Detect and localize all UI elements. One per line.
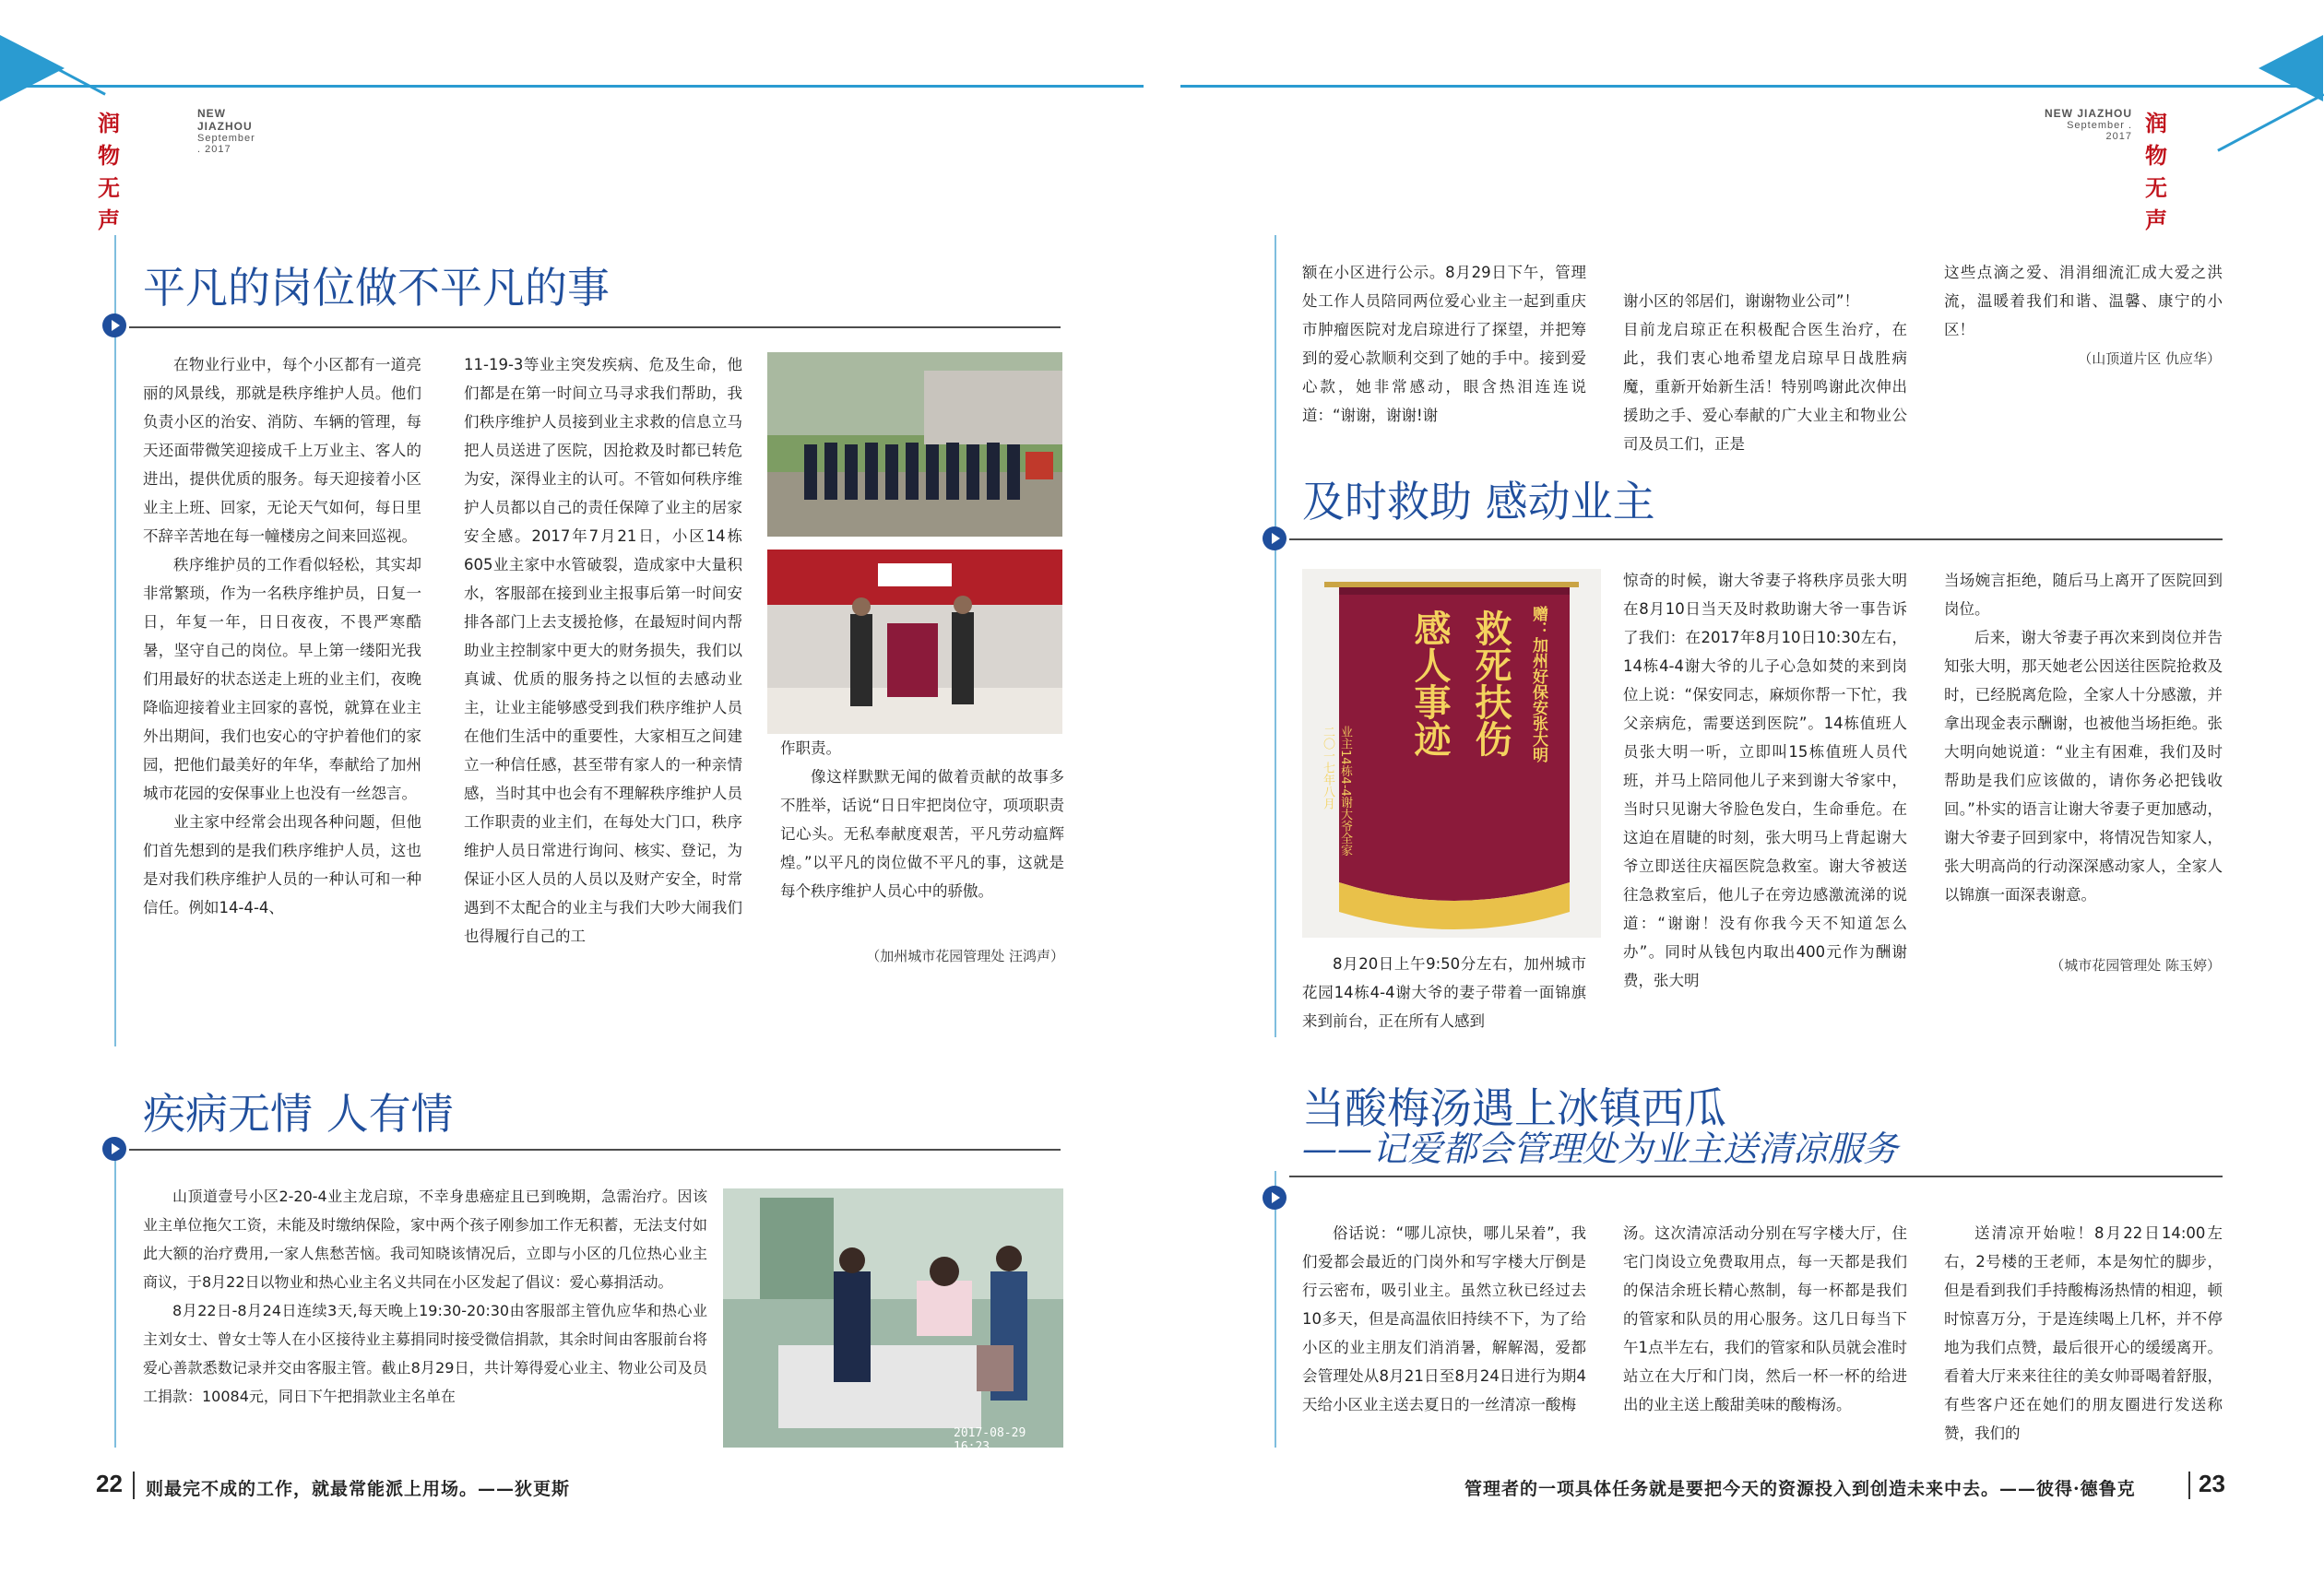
photo-silk-banner [1302, 569, 1601, 938]
header-left-bar [0, 85, 1144, 88]
section1-rule [129, 326, 1061, 328]
page-number-right: 23 [2199, 1470, 2225, 1497]
paragraph: 俗话说：“哪儿凉快，哪儿呆着”，我们爱都会最近的门岗外和写字楼大厅倒是行云密布，吸引业主。虽然立秋已经过去10多天，但是高温依旧持续不下，为了给小区的业主朋友们消消暑，解解渴，爱都会管理处从8月21日至8月24日进行为期4天给小区业主送去夏日的一丝清凉一酸梅 [1302, 1224, 1586, 1413]
paragraph: 业主家中经常会出现各种问题，但他们首先想到的是我们秩序维护人员，这也是对我们秩序维护人员的一种认可和一种信任。例如14-4-4、 [143, 813, 421, 916]
paragraph: 作职责。 [780, 739, 841, 757]
section1-arrow-icon [102, 313, 126, 337]
section-title-2: 疾病无情 人有情 [143, 1089, 454, 1139]
section1-col1 [143, 350, 421, 1033]
section-title-1: 平凡的岗位做不平凡的事 [143, 263, 610, 313]
section4-arrow-icon [1263, 1186, 1286, 1210]
paragraph: 送清凉开始啦！8月22日14:00左右，2号楼的王老师，本是匆忙的脚步，但是看到我们手持酸梅汤热情的相迎，顿时惊喜万分，于是连续喝上几杯，并不停地为我们点赞，最后很开心的缓缓离开。看着大厅来来往往的美女帅哥喝着舒服，有些客户还在她们的朋友圈进行发送称赞，我们的 [1944, 1224, 2223, 1442]
issue-date: September . 2017 [197, 133, 255, 155]
section-title-4: 当酸梅汤遇上冰镇西瓜 [1302, 1083, 1726, 1133]
footer-divider-left [133, 1472, 135, 1499]
section3-rule [1289, 538, 2223, 540]
section4-col3 [1944, 1219, 2223, 1460]
section2-cont-col2 [1623, 258, 1907, 453]
section3-col3 [1944, 566, 2223, 957]
left-page-vertical-rule-bottom [114, 1153, 116, 1448]
section2-rule [129, 1149, 1061, 1151]
section2-signature: （山顶道片区 仇应华） [2078, 350, 2221, 367]
photo-hospital-visit [723, 1188, 1063, 1454]
header-left-mag [197, 107, 255, 155]
paragraph: 山顶道壹号小区2-20-4业主龙启琼，不幸身患癌症且已到晚期，急需治疗。因该业主单位拖欠工资，未能及时缴纳保险，家中两个孩子刚参加工作无积蓄，无法支付如此大额的治疗费用,一家人焦愁苦恼。我司知晓该情况后，立即与小区的几位热心业主商议，于8月22日以物业和热心业主名义共同在小区发起了倡议：爱心募捐活动。 [143, 1188, 707, 1291]
paragraph: 秩序维护员的工作看似轻松，其实却非常繁琐，作为一名秩序维护员，日复一日，年复一年，日日夜夜，不畏严寒酷暑，坚守自己的岗位。早上第一缕阳光我们用最好的状态送走上班的业主们，夜晚降临迎接着业主回家的喜悦，就算在业主外出期间，我们也安心的守护着他们的家园，把他们最美好的年华，奉献给了加州城市花园的安保事业上也没有一丝怨言。 [143, 556, 421, 802]
banner-left-text [1365, 609, 1512, 757]
banner-right-top: 赠：加州好保安张大明 [1529, 606, 1547, 762]
header-right-slant [2217, 93, 2324, 152]
paragraph: 11-19-3等业主突发疾病、危及生命，他们都是在第一时间立马寻求我们帮助，我们秩序维护人员接到业主求救的信息立马把人员送进了医院，因抢救及时都已转危为安，深得业主的认可。不管如何秩序维护人员都以自己的责任保障了业主的居家安全感。2017年7月21日，小区14栋605业主家中水管破裂，造成家中大量积水，客服部在接到业主报事后第一时间安排各部门上去支援抢修，在最短时间内帮助业主控制家中更大的财务损失，我们以真诚、优质的服务持之以恒的去感动业主，让业主能够感受到我们秩序维护人员在他们生活中的重要性，大家相互之间建立一种信任感，甚至带有家人的一种亲情感，当时其中也会有不理解秩序维护人员工作职责的业主们，在每处大门口，秩序维护人员日常进行询问、核实、登记，为保证小区人员的人员以及财产安全，时常遇到不太配合的业主与我们大吵大闹我们也得履行自己的工 [464, 356, 742, 945]
mag-name-right: NEW JIAZHOU [2045, 107, 2132, 120]
footer-quote-left: 则最完不成的工作，就最常能派上用场。——狄更斯 [146, 1479, 571, 1499]
hospital-visit-illustration [723, 1188, 1063, 1448]
section3-col2 [1623, 566, 1907, 1042]
paragraph: 这些点滴之爱、涓涓细流汇成大爱之洪流，温暖着我们和谐、温馨、康宁的小区！ [1944, 264, 2223, 338]
header-right-tag: 润物无声 [2145, 111, 2168, 233]
section4-col1 [1302, 1219, 1586, 1460]
section2-arrow-icon [102, 1137, 126, 1161]
right-page-vertical-rule-top [1275, 235, 1276, 1037]
section2-cont-col1 [1302, 258, 1586, 430]
photo-timestamp: 2017-08-29 16:23 [954, 1426, 1026, 1454]
footer-quote-right: 管理者的一项具体任务就是要把今天的资源投入到创造未来中去。——彼得·德鲁克 [1464, 1479, 2136, 1499]
paragraph: 8月20日上午9:50分左右，加州城市花园14栋4-4谢大爷的妻子带着一面锦旗来到前台，正在所有人感到 [1302, 955, 1586, 1030]
section3-arrow-icon [1263, 526, 1286, 550]
paragraph: 惊奇的时候，谢大爷妻子将秩序员张大明在8月10日当天及时救助谢大爷一事告诉了我们：在2017年8月10日10:30左右，14栋4-4谢大爷的儿子心急如焚的来到岗位上说：“保安同志，麻烦你帮一下忙，我父亲病危，需要送到医院”。14栋值班人员张大明一听，立即叫15栋值班人员代班，并马上陪同他儿子来到谢大爷家中，当时只见谢大爷脸色发白，生命垂危。在这迫在眉睫的时刻，张大明马上背起谢大爷立即送往庆福医院急救室。谢大爷被送往急救室后，他儿子在旁边感激流涕的说道：“谢谢！没有你我今天不知道怎么办”。同时从钱包内取出400元作为酬谢费，张大明 [1623, 572, 1907, 989]
section2-body [143, 1182, 707, 1459]
section2-cont-col3 [1944, 258, 2223, 350]
footer-divider-right [2188, 1472, 2190, 1499]
header-right-mag [2040, 107, 2132, 142]
issue-date-right: September . 2017 [2067, 120, 2132, 142]
page-number-left: 22 [96, 1470, 123, 1497]
paragraph: 汤。这次清凉活动分别在写字楼大厅，住宅门岗设立免费取用点，每一天都是我们的保洁余班长精心熬制，每一杯都是我们的管家和队员的用心服务。这几日每当下午1点半左右，我们的管家和队员就会准时站立在大厅和门岗，然后一杯一杯的给进出的业主送上酸甜美味的酸梅汤。 [1623, 1224, 1907, 1413]
photo-banner-presentation [767, 550, 1062, 734]
right-page-vertical-rule-bottom [1275, 1171, 1276, 1448]
section-title-3: 及时救助 感动业主 [1302, 477, 1655, 526]
paragraph: 当场婉言拒绝，随后马上离开了医院回到岗位。 [1944, 572, 2223, 618]
section4-col2 [1623, 1219, 1907, 1460]
header-right-bar [1180, 85, 2323, 88]
section1-col3 [780, 734, 1064, 970]
section1-col2 [464, 350, 742, 1033]
section4-rule [1289, 1176, 2223, 1177]
paragraph: 8月22日-8月24日连续3天,每天晚上19:30-20:30由客服部主管仇应华和热心业主刘女士、曾女士等人在小区接待业主募捐同时接受微信捐款，其余时间由客服前台将爱心善款悉数记录并交由客服主管。截止8月29日，共计筹得爱心业主、物业公司及员工捐款：10084元，同日下午把捐款业主名单在 [143, 1302, 707, 1405]
header-right-triangle [2259, 35, 2323, 101]
paragraph: 谢小区的邻居们，谢谢物业公司”！ 目前龙启琼正在积极配合医生治疗，在此，我们衷心地希望龙启琼早日战胜病魔，重新开始新生活！特别鸣谢此次伸出援助之手、爱心奉献的广大业主和物业公司及员工们，正是 [1623, 292, 1907, 453]
banner-line-2: 感人事迹 [1408, 609, 1452, 757]
section-subtitle-4: ——记爱都会管理处为业主送清凉服务 [1302, 1129, 1899, 1169]
section3-signature: （城市花园管理处 陈玉婷） [2050, 957, 2221, 974]
left-page-vertical-rule-top [114, 235, 116, 1046]
banner-line-1: 救死扶伤 [1469, 609, 1512, 757]
section3-col1 [1302, 950, 1586, 1042]
paragraph: 额在小区进行公示。8月29日下午，管理处工作人员陪同两位爱心业主一起到重庆市肿瘤医院对龙启琼进行了探望，并把筹到的爱心款顺利交到了她的手中。接到爱心款，她非常感动，眼含热泪连连说道：“谢谢，谢谢!谢 [1302, 264, 1586, 424]
paragraph: 后来，谢大爷妻子再次来到岗位并告知张大明，那天她老公因送往医院抢救及时，已经脱离危险，全家人十分感激，并拿出现金表示酬谢，也被他当场拒绝。张大明向她说道：“业主有困难，我们及时帮助是我们应该做的，请你务必把钱收回。”朴实的语言让谢大爷妻子更加感动，谢大爷妻子回到家中，将情况告知家人，张大明高尚的行动深深感动家人，全家人以锦旗一面深表谢意。 [1944, 629, 2223, 904]
mag-name: NEW JIAZHOU [197, 107, 253, 133]
header-left-tag: 润物无声 [98, 111, 121, 233]
paragraph: 在物业行业中，每个小区都有一道亮丽的风景线，那就是秩序维护人员。他们负责小区的治安、消防、车辆的管理，每天还面带微笑迎接成千上万业主、客人的进出，提供优质的服务。每天迎接着小区业主上班、回家，无论天气如何，每日里不辞辛苦地在每一幢楼房之间来回巡视。 [143, 356, 421, 545]
section1-signature: （加州城市花园管理处 汪鸿声） [866, 948, 1064, 964]
photo-security-team [767, 352, 1062, 537]
banner-right-bottom: 业主14栋4-4谢大爷全家 二〇一七年八月 [1321, 726, 1352, 857]
paragraph: 像这样默默无闻的做着贡献的故事多不胜举，话说“日日牢把岗位守，项项职责记心头。无私奉献度艰苦，平凡劳动瘟辉煌。”以平凡的岗位做不平凡的事，这就是每个秩序维护人员心中的骄傲。 [780, 768, 1064, 900]
security-team-illustration [767, 352, 1062, 537]
banner-presentation-illustration [767, 550, 1062, 734]
